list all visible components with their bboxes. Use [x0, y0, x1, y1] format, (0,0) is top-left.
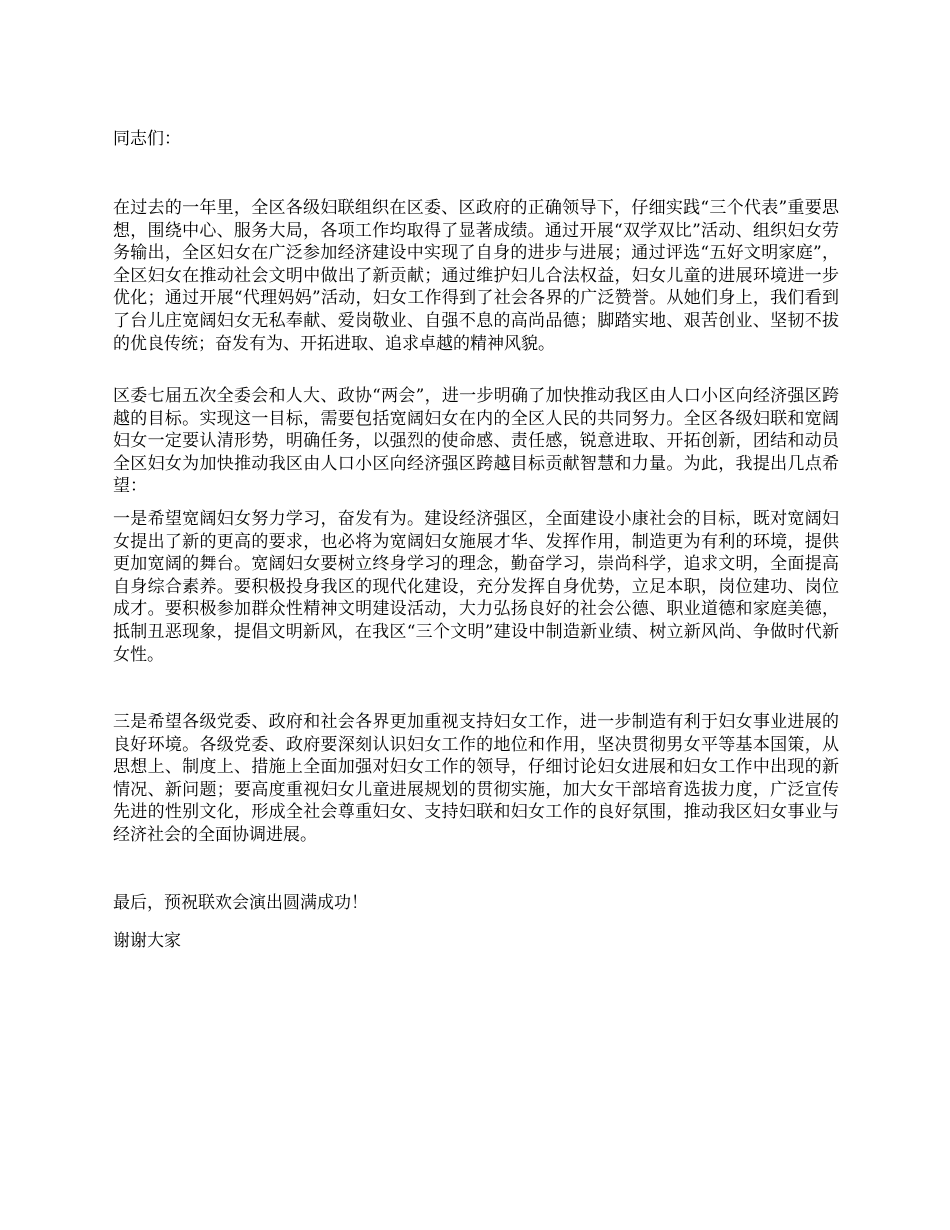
thanks-line: 谢谢大家	[113, 931, 181, 951]
closing-line: 最后，预祝联欢会演出圆满成功！	[113, 893, 368, 913]
document-page	[113, 0, 839, 1230]
paragraph-hope-three: 三是希望各级党委、政府和社会各界更加重视支持妇女工作，进一步制造有利于妇女事业进展的良好环境。各级党委、政府要深刻认识妇女工作的地位和作用，坚决贯彻男女平等基本国策，从思想上、制度上、措施上全面加强对妇女工作的领导，仔细讨论妇女进展和妇女工作中出现的新情况、新问题；要高度重视妇女儿童进展规划的贯彻实施，加大女干部培育选拔力度，广泛宣传先进的性别文化，形成全社会尊重妇女、支持妇联和妇女工作的良好氛围，推动我区妇女事业与经济社会的全面协调进展。	[113, 712, 839, 845]
paragraph-goal: 区委七届五次全委会和人大、政协“两会”，进一步明确了加快推动我区由人口小区向经济强区跨越的目标。实现这一目标，需要包括宽阔妇女在内的全区人民的共同努力。全区各级妇联和宽阔妇女一定要认清形势，明确任务，以强烈的使命感、责任感，锐意进取、开拓创新，团结和动员全区妇女为加快推动我区由人口小区向经济强区跨越目标贡献智慧和力量。为此，我提出几点希望：	[113, 386, 839, 497]
paragraph-hope-one: 一是希望宽阔妇女努力学习，奋发有为。建设经济强区，全面建设小康社会的目标，既对宽阔妇女提出了新的更高的要求，也必将为宽阔妇女施展才华、发挥作用，制造更为有利的环境，提供更加宽阔的舞台。宽阔妇女要树立终身学习的理念，勤奋学习，崇尚科学，追求文明，全面提高自身综合素养。要积极投身我区的现代化建设，充分发挥自身优势，立足本职，岗位建功、岗位成才。要积极参加群众性精神文明建设活动，大力弘扬良好的社会公德、职业道德和家庭美德，抵制丑恶现象，提倡文明新风，在我区“三个文明”建设中制造新业绩、树立新风尚、争做时代新女性。	[113, 509, 839, 665]
greeting: 同志们：	[113, 129, 181, 149]
paragraph-review: 在过去的一年里，全区各级妇联组织在区委、区政府的正确领导下，仔细实践“三个代表”重要思想，围绕中心、服务大局，各项工作均取得了显著成绩。通过开展“双学双比”活动、组织妇女劳务输出，全区妇女在广泛参加经济建设中实现了自身的进步与进展；通过评选“五好文明家庭”，全区妇女在推动社会文明中做出了新贡献；通过维护妇儿合法权益，妇女儿童的进展环境进一步优化；通过开展“代理妈妈”活动，妇女工作得到了社会各界的广泛赞誉。从她们身上，我们看到了台儿庄宽阔妇女无私奉献、爱岗敬业、自强不息的高尚品德；脚踏实地、艰苦创业、坚韧不拔的优良传统；奋发有为、开拓进取、追求卓越的精神风貌。	[113, 198, 839, 354]
